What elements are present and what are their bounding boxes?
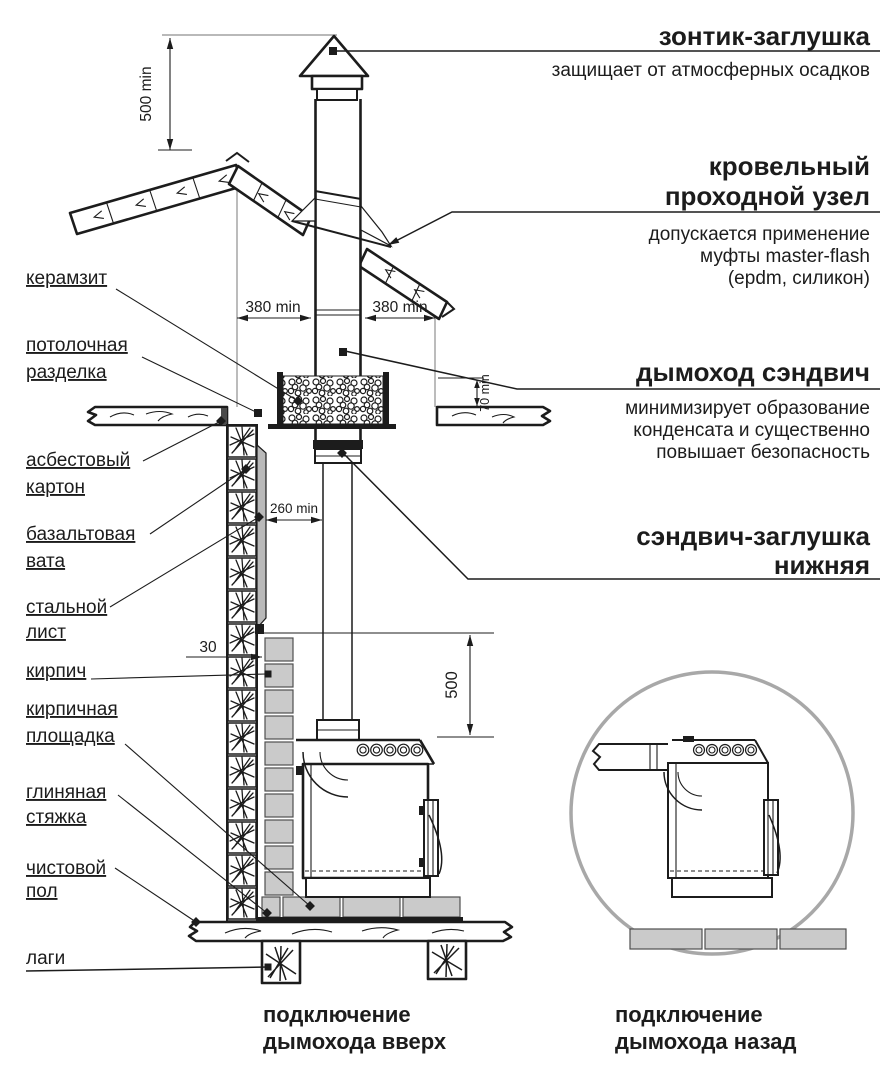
caption-up-line-2: дымохода вверх: [263, 1029, 447, 1054]
label-potolochnaya: потолочная: [26, 335, 128, 356]
annotation-pipe-desc-2: конденсата и существенно: [633, 420, 870, 441]
steel-sheet: [257, 445, 266, 628]
annotation-roof-title-1: кровельный: [708, 151, 870, 181]
caption-back-line-2: дымохода назад: [615, 1029, 797, 1054]
label-bazaltovaya: базальтовая: [26, 524, 136, 545]
annotation-pipe-desc-3: повышает безопасность: [656, 442, 870, 463]
caption-back-line-1: подключение: [615, 1002, 763, 1027]
annotation-plug-title-1: сэндвич-заглушка: [636, 521, 870, 551]
stove-base: [306, 878, 430, 897]
cutout-bottom-plate: [268, 424, 396, 429]
chimney-cap: [300, 36, 368, 100]
bottom-plug-and-pipe: [313, 440, 363, 740]
stove-door: [424, 800, 438, 876]
dim-brick-gap: 30: [199, 639, 217, 656]
cap-leader-marker: [329, 47, 337, 55]
dim-stove-clearance: 500: [443, 671, 461, 699]
label-karton: картон: [26, 477, 85, 498]
label-chistovoy: чистовой: [26, 858, 107, 879]
dim-wall-clearance: 260 min: [269, 501, 319, 516]
annotation-cap-desc: защищает от атмосферных осадков: [551, 60, 870, 81]
annotation-plug-title-2: нижняя: [773, 550, 870, 580]
label-list: лист: [26, 622, 66, 643]
label-kirpich: кирпич: [26, 661, 87, 682]
annotation-roof-desc-2: муфты master-flash: [700, 246, 870, 267]
caption-up-line-1: подключение: [263, 1002, 411, 1027]
label-asbestovy: асбестовый: [26, 450, 131, 471]
dim-ceiling-clearance: 70 min: [478, 374, 492, 412]
label-lagi: лаги: [26, 948, 66, 969]
annotation-pipe-title: дымоход сэндвич: [636, 357, 870, 387]
label-stalnoy: стальной: [26, 597, 108, 618]
label-styazhka: стяжка: [26, 807, 87, 828]
annotation-roof-title-2: проходной узел: [664, 181, 870, 211]
bottom-captions: [263, 1002, 796, 1054]
inset-rear-connection: [571, 672, 853, 954]
inset-stove-base: [672, 878, 772, 897]
annotation-roof-desc-1: допускается применение: [648, 224, 870, 245]
floor: [189, 922, 512, 983]
annotation-pipe-desc-1: минимизирует образование: [625, 398, 870, 419]
label-ploshchadka: площадка: [26, 726, 115, 747]
stove-main: [296, 740, 442, 897]
cutout-wall-right: [383, 372, 389, 428]
dim-cap-clearance: 500 min: [138, 66, 155, 122]
single-wall-pipe: [323, 463, 352, 720]
label-glinyanaya: глиняная: [26, 782, 107, 803]
label-keramzit: керамзит: [26, 268, 108, 289]
inset-stove-door: [764, 800, 778, 875]
annotation-roof-desc-3: (epdm, силикон): [727, 268, 870, 289]
basalt-wool-wall: [227, 425, 257, 922]
roof: [70, 153, 454, 319]
annotation-cap-title: зонтик-заглушка: [658, 21, 870, 51]
left-labels: [26, 268, 135, 969]
label-pol: пол: [26, 881, 58, 902]
right-annotations: [552, 21, 871, 580]
inset-circle: [571, 672, 853, 954]
label-kirpichnaya: кирпичная: [26, 699, 118, 720]
label-razdelka: разделка: [26, 362, 107, 383]
sandwich-plug: [313, 440, 363, 449]
inset-stove-body: [668, 763, 768, 878]
label-vata: вата: [26, 551, 66, 572]
dim-right-offset: 380 min: [372, 299, 428, 316]
cutout-wall-left: [277, 372, 283, 428]
protected-wall: [227, 425, 266, 922]
dim-left-offset: 380 min: [245, 299, 301, 316]
